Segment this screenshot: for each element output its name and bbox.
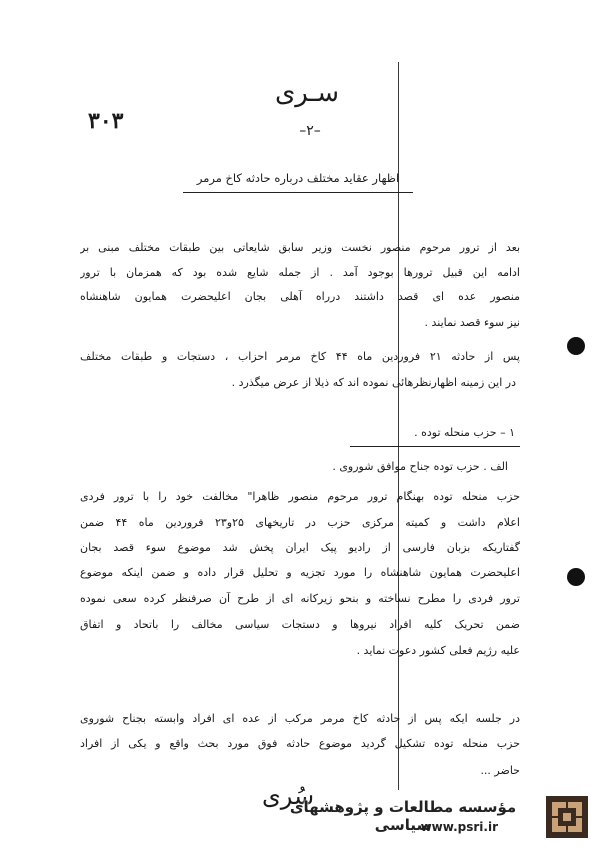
body-line: علیه رژیم فعلی کشور دعوت نماید . (356, 644, 520, 657)
subsection-heading: الف . حزب توده جناح موافق شوروی . (332, 460, 508, 473)
body-line: اعلام داشت و کمیته مرکزی حزب در تاریخهای ۲۵و۲۳ فروردین ماه ۴۴ ضمن (80, 516, 520, 529)
body-line: حاضر ... (480, 764, 520, 777)
body-line: ضمن تحریک کلیه افراد نیروها و دستجات سیاسی مخالف را باتحاد و اتفاق (80, 618, 520, 631)
watermark-institute-name: مؤسسه مطالعات و پژوهشهای سیاسی (289, 798, 517, 834)
document-title: اظهار عقاید مختلف درباره حادثه کاخ مرمر (196, 171, 400, 185)
punch-hole (567, 337, 585, 355)
page-number: –۲– (299, 123, 321, 139)
institute-logo-icon (546, 796, 588, 838)
classification-stamp: سـری (274, 78, 340, 108)
section-underline (350, 446, 520, 447)
body-line: در جلسه ایکه پس از حادثه کاخ مرمر مرکب از عده ای افراد وابسته بجناح شوروی (80, 712, 520, 725)
body-line: اعلیحضرت همایون شاهنشاه را مورد تجزیه و تحلیل قرار داده و ضمن اینکه موضوع (80, 566, 520, 579)
section-heading: ۱ – حزب منحله توده . (414, 426, 515, 439)
signature: سُری (262, 782, 315, 810)
body-line: ترور فردی را مطرح نساخته و بنحو زیرکانه ای از طرح آن صرفنظر کرده سعی نموده (80, 592, 520, 605)
title-underline (183, 192, 413, 193)
body-line: نیز سوء قصد نمایند . (424, 316, 520, 329)
body-line: ادامه این قبیل ترورها بوجود آمد . از جمله شایع شده بود که همزمان با ترور (80, 266, 520, 279)
body-line: در این زمینه اظهارنظرهائی نموده اند که ذیلا از عرض میگذرد . (231, 376, 516, 389)
body-line: منصور عده ای قصد داشتند درراه آهلی بجان اعلیحضرت همایون شاهنشاه (80, 290, 520, 303)
document-number: ۳۰۳ (88, 108, 124, 134)
body-line: حزب منحله توده بهنگام ترور مرحوم منصور ظاهرا" مخالفت خود را با ترور فردی (80, 490, 520, 503)
punch-hole (567, 568, 585, 586)
body-line: گفتاریکه بزبان فارسی از رادیو پیک ایران پخش شد موضوع سوء قصد بجان (80, 541, 520, 554)
body-line: بعد از ترور مرحوم منصور نخست وزیر سابق شایعاتی بین طبقات مختلف مبنی بر (80, 241, 520, 254)
watermark-url: www.psri.ir (420, 820, 498, 834)
body-line: حزب منحله توده تشکیل گردید موضوع حادثه فوق مورد بحث واقع و یکی از افراد (80, 737, 520, 750)
body-line: پس از حادثه ۲۱ فروردین ماه ۴۴ کاخ مرمر احزاب ، دستجات و طبقات مختلف (80, 350, 520, 363)
